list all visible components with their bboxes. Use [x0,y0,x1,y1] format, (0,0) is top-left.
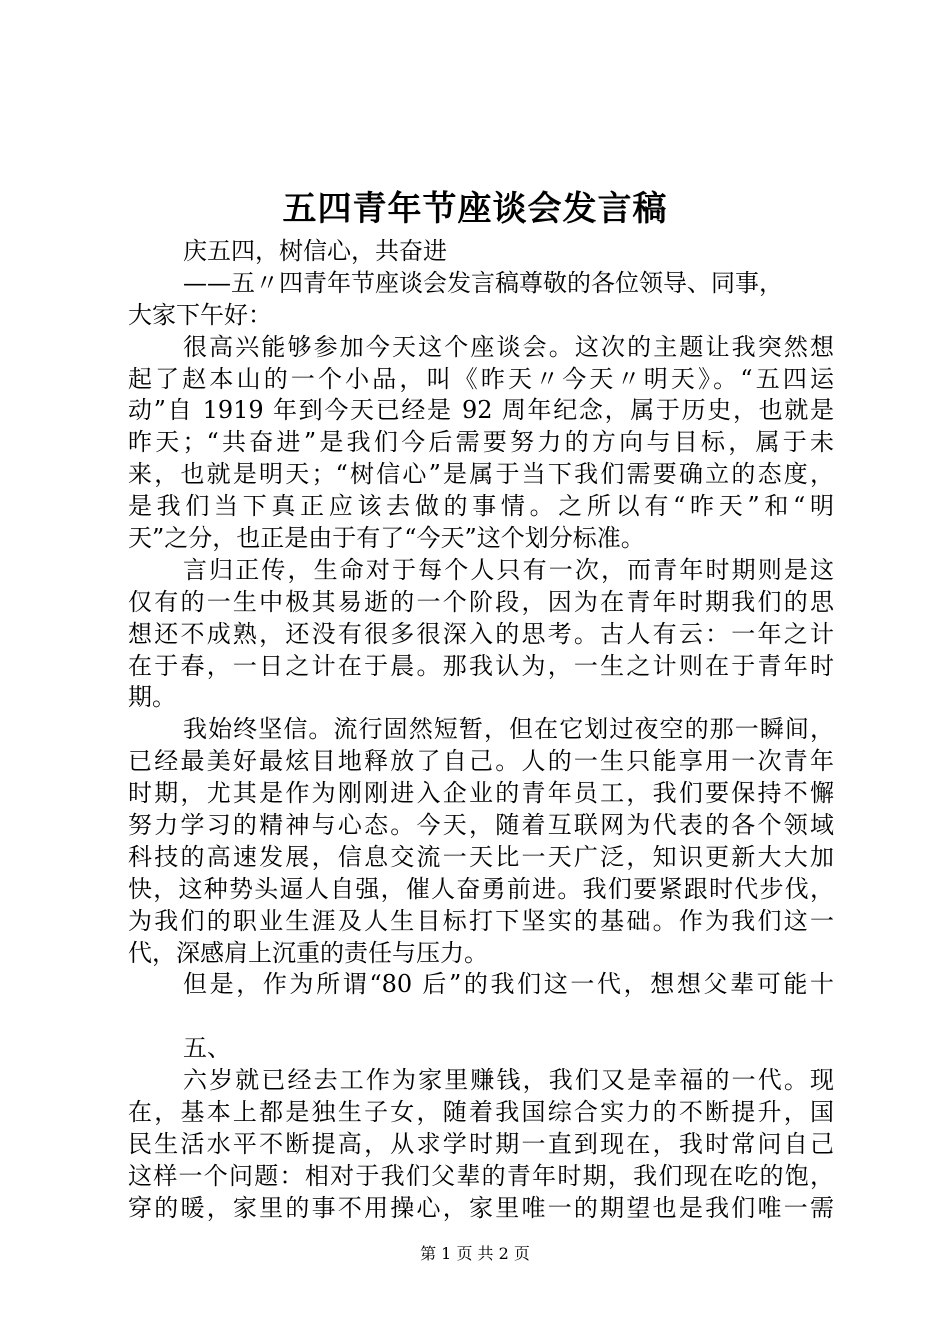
text-line: 仅有的一生中极其易逝的一个阶段，因为在青年时期我们的思 [128,587,834,616]
text-line: 来，也就是明天；“树信心”是属于当下我们需要确立的态度， [128,460,834,489]
blank-line [128,1001,834,1033]
text-line: 努力学习的精神与心态。今天，随着互联网为代表的各个领域 [128,811,834,840]
text-line: 已经最美好最炫目地释放了自己。人的一生只能享用一次青年 [128,747,834,776]
text-line: 五、 [183,1034,231,1063]
text-line: 我始终坚信。流行固然短暂，但在它划过夜空的那一瞬间， [183,715,834,744]
text-line: 代，深感肩上沉重的责任与压力。 [128,938,488,967]
text-line: 但是，作为所谓“80 后”的我们这一代，想想父辈可能十 [183,970,834,999]
text-line: 期。 [128,683,176,712]
text-line: 民生活水平不断提高，从求学时期一直到现在，我时常问自己 [128,1129,834,1158]
text-line: 想还不成熟，还没有很多很深入的思考。古人有云：一年之计 [128,619,834,648]
text-line: 天”之分，也正是由于有了“今天”这个划分标准。 [128,524,645,553]
text-line: 在于春，一日之计在于晨。那我认为，一生之计则在于青年时 [128,651,834,680]
text-line: 在，基本上都是独生子女，随着我国综合实力的不断提升，国 [128,1098,834,1127]
document-title: 五四青年节座谈会发言稿 [282,189,668,229]
text-line: 这样一个问题：相对于我们父辈的青年时期，我们现在吃的饱， [128,1161,834,1190]
text-line: 大家下午好： [128,300,272,329]
text-line: 为我们的职业生涯及人生目标打下坚实的基础。作为我们这一 [128,906,834,935]
text-line: 言归正传，生命对于每个人只有一次，而青年时期则是这 [183,555,834,584]
text-line: 是我们当下真正应该去做的事情。之所以有“昨天”和“明 [128,492,834,521]
subtitle-line: 庆五四，树信心，共奋进 [183,237,447,265]
text-line: 快，这种势头逼人自强，催人奋勇前进。我们要紧跟时代步伐， [128,874,834,903]
text-line: 穿的暖，家里的事不用操心，家里唯一的期望也是我们唯一需 [128,1193,834,1222]
text-line: 六岁就已经去工作为家里赚钱，我们又是幸福的一代。现 [183,1066,834,1095]
text-line: 动”自 1919 年到今天已经是 92 周年纪念，属于历史，也就是 [128,396,834,425]
text-line: 昨天；“共奋进”是我们今后需要努力的方向与目标，属于未 [128,428,834,457]
text-line: 很高兴能够参加今天这个座谈会。这次的主题让我突然想 [183,332,834,361]
page-footer: 第 1 页 共 2 页 [420,1244,530,1263]
text-line: 起了赵本山的一个小品，叫《昨天〃今天〃明天》。“五四运 [128,364,834,393]
text-line: ——五〃四青年节座谈会发言稿尊敬的各位领导、同事， [183,268,783,297]
document-body [128,236,834,1225]
text-line: 时期，尤其是作为刚刚进入企业的青年员工，我们要保持不懈 [128,779,834,808]
text-line: 科技的高速发展，信息交流一天比一天广泛，知识更新大大加 [128,842,834,871]
